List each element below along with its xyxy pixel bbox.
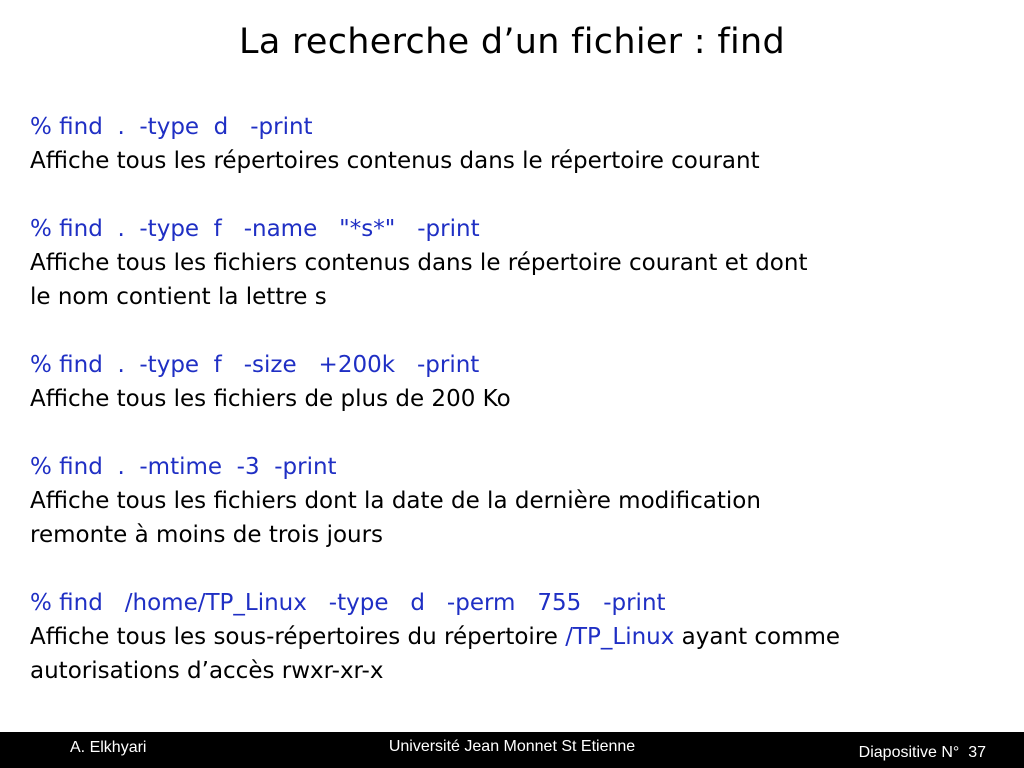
- command-description: remonte à moins de trois jours: [30, 522, 384, 548]
- command-description: Affiche tous les fichiers de plus de 200 Ko: [30, 386, 511, 412]
- description-text: Affiche tous les sous-répertoires du répertoire: [30, 624, 566, 650]
- command-description: Affiche tous les fichiers contenus dans le répertoire courant et dont: [30, 250, 808, 276]
- command-description: [30, 620, 1005, 654]
- find-command-line: % find . -type f -name "*s*" -print: [30, 216, 480, 242]
- slide-number-value: 37: [968, 744, 986, 761]
- find-command-line: % find . -type f -size +200k -print: [30, 352, 480, 378]
- find-example-block: [30, 586, 1005, 688]
- slide-footer: [0, 732, 1024, 768]
- find-example-block: [30, 110, 1005, 178]
- command-description: le nom contient la lettre s: [30, 284, 327, 310]
- find-command-line: % find . -mtime -3 -print: [30, 454, 337, 480]
- slide-number-label: Diapositive N°: [858, 744, 960, 761]
- footer-slide-number: [859, 744, 986, 762]
- command-description: Affiche tous les fichiers dont la date de la dernière modification: [30, 488, 761, 514]
- slide-title: La recherche d’un fichier : find: [239, 22, 785, 62]
- command-description: Affiche tous les répertoires contenus dans le répertoire courant: [30, 148, 760, 174]
- highlighted-path: /TP_Linux: [565, 624, 675, 650]
- command-description: autorisations d’accès rwxr-xr-x: [30, 658, 384, 684]
- find-example-block: [30, 348, 1005, 416]
- find-command-line: % find /home/TP_Linux -type d -perm 755 -print: [30, 590, 666, 616]
- slide-content: [30, 110, 1005, 688]
- footer-university: Université Jean Monnet St Etienne: [388, 738, 636, 755]
- find-example-block: [30, 212, 1005, 314]
- footer-author: A. Elkhyari: [70, 739, 147, 756]
- find-example-block: [30, 450, 1005, 552]
- description-text: ayant comme: [674, 624, 841, 650]
- find-command-line: % find . -type d -print: [30, 114, 313, 140]
